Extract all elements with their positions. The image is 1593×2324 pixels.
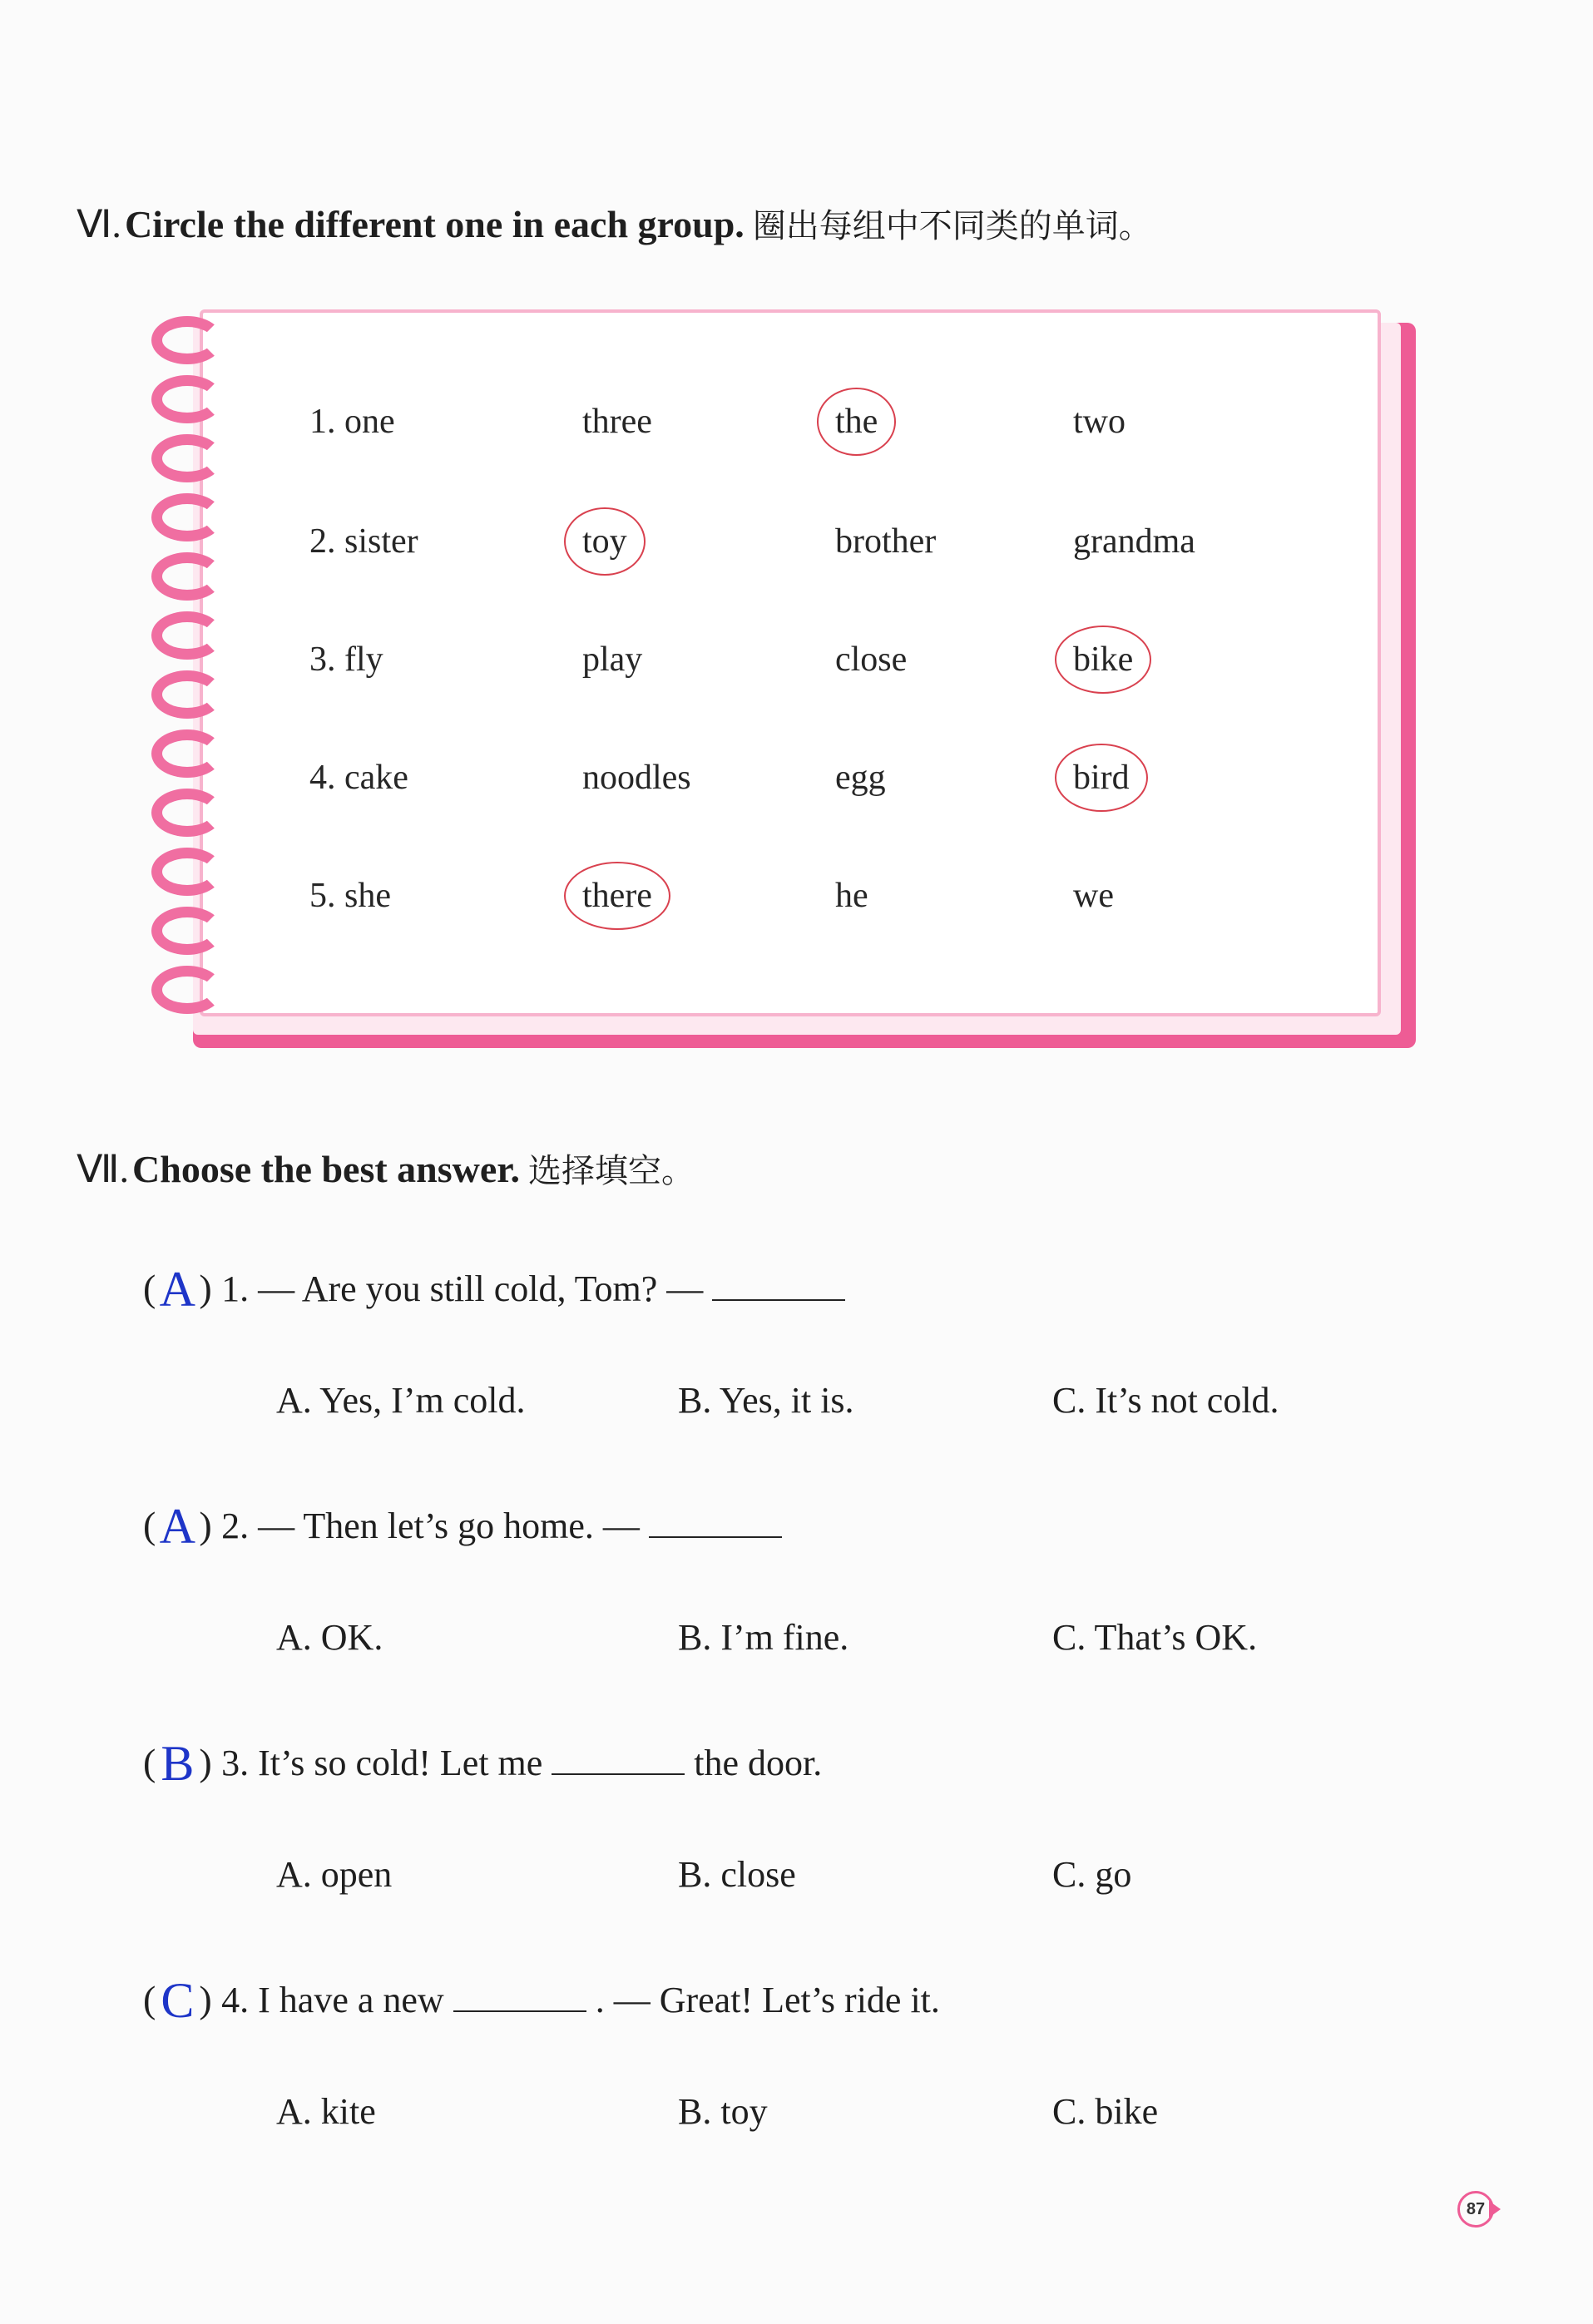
circled-word: the: [817, 388, 896, 456]
spiral-ring: [151, 907, 223, 955]
question-text: 1. — Are you still cold, Tom? —: [221, 1268, 713, 1309]
answer-letter: A: [159, 1262, 195, 1317]
group-word: noodles: [582, 759, 691, 797]
answer-blank: [712, 1291, 845, 1301]
group-word: close: [835, 640, 908, 679]
section6-title: [77, 200, 1152, 247]
spiral-ring: [151, 434, 223, 482]
circled-word: there: [564, 862, 670, 930]
spiral-ring: [151, 729, 223, 778]
answer-paren-close: ): [199, 1267, 222, 1309]
group-word: play: [582, 640, 643, 679]
question-line: [143, 1499, 782, 1554]
answer-option: A. kite: [276, 2091, 376, 2132]
answer-option: B. I’m fine.: [678, 1617, 849, 1658]
page-number-tail: [1489, 2201, 1501, 2218]
answer-option: B. close: [678, 1854, 796, 1895]
answer-option: C. It’s not cold.: [1052, 1380, 1279, 1421]
section7-number: Ⅶ.: [77, 1148, 130, 1190]
section6-number: Ⅵ.: [77, 203, 121, 245]
answer-paren-close: ): [199, 1978, 222, 2020]
spiral-ring: [151, 552, 223, 601]
spiral-ring: [151, 966, 223, 1014]
notebook-spiral: [151, 309, 243, 1033]
answer-paren-close: ): [199, 1741, 222, 1783]
group-word: we: [1073, 877, 1114, 915]
group-word: he: [835, 877, 868, 915]
answer-option: B. toy: [678, 2091, 768, 2132]
group-word: 1. one: [309, 403, 395, 441]
answer-paren-open: (: [143, 1741, 156, 1783]
section6-title-en: Circle the different one in each group.: [124, 203, 745, 245]
group-word: 5. she: [309, 877, 391, 915]
answer-paren-open: (: [143, 1978, 156, 2020]
group-word: 4. cake: [309, 759, 408, 797]
spiral-ring: [151, 848, 223, 896]
circled-word: bike: [1055, 626, 1151, 694]
section7-title-en: Choose the best answer.: [132, 1148, 520, 1190]
circled-word: toy: [564, 507, 646, 576]
answer-paren-open: (: [143, 1267, 156, 1309]
answer-option: B. Yes, it is.: [678, 1380, 854, 1421]
question-line: [143, 1262, 845, 1317]
answer-blank: [453, 2002, 586, 2012]
group-word: 3. fly: [309, 640, 383, 679]
spiral-ring: [151, 316, 223, 364]
question-line: [143, 1973, 940, 2028]
spiral-ring: [151, 670, 223, 719]
answer-paren-open: (: [143, 1504, 156, 1546]
answer-letter: B: [161, 1736, 195, 1791]
answer-option: A. OK.: [276, 1617, 383, 1658]
group-word: egg: [835, 759, 886, 797]
answer-option: C. go: [1052, 1854, 1132, 1895]
group-word: 2. sister: [309, 522, 418, 561]
section7-title-zh: 选择填空。: [528, 1152, 695, 1190]
section7-title: [77, 1145, 695, 1192]
question-text: 3. It’s so cold! Let me: [221, 1743, 552, 1783]
answer-option: C. That’s OK.: [1052, 1617, 1258, 1658]
group-word: grandma: [1073, 522, 1195, 561]
page-number: 87: [1457, 2191, 1494, 2228]
answer-blank: [649, 1528, 782, 1538]
spiral-ring: [151, 611, 223, 660]
answer-paren-close: ): [199, 1504, 222, 1546]
question-text: 4. I have a new: [221, 1980, 453, 2020]
answer-option: A. Yes, I’m cold.: [276, 1380, 526, 1421]
group-word: three: [582, 403, 652, 441]
answer-blank: [552, 1765, 685, 1775]
spiral-ring: [151, 493, 223, 541]
answer-option: A. open: [276, 1854, 393, 1895]
question-text-after: . — Great! Let’s ride it.: [586, 1980, 940, 2020]
spiral-ring: [151, 375, 223, 423]
spiral-ring: [151, 789, 223, 837]
question-text-after: the door.: [685, 1743, 823, 1783]
question-line: [143, 1736, 823, 1791]
answer-letter: A: [159, 1499, 195, 1554]
group-word: brother: [835, 522, 937, 561]
circled-word: bird: [1055, 744, 1148, 812]
answer-option: C. bike: [1052, 2091, 1159, 2132]
answer-letter: C: [161, 1973, 195, 2028]
question-text: 2. — Then let’s go home. —: [221, 1506, 649, 1546]
section6-title-zh: 圈出每组中不同类的单词。: [752, 207, 1152, 245]
group-word: two: [1073, 403, 1125, 441]
